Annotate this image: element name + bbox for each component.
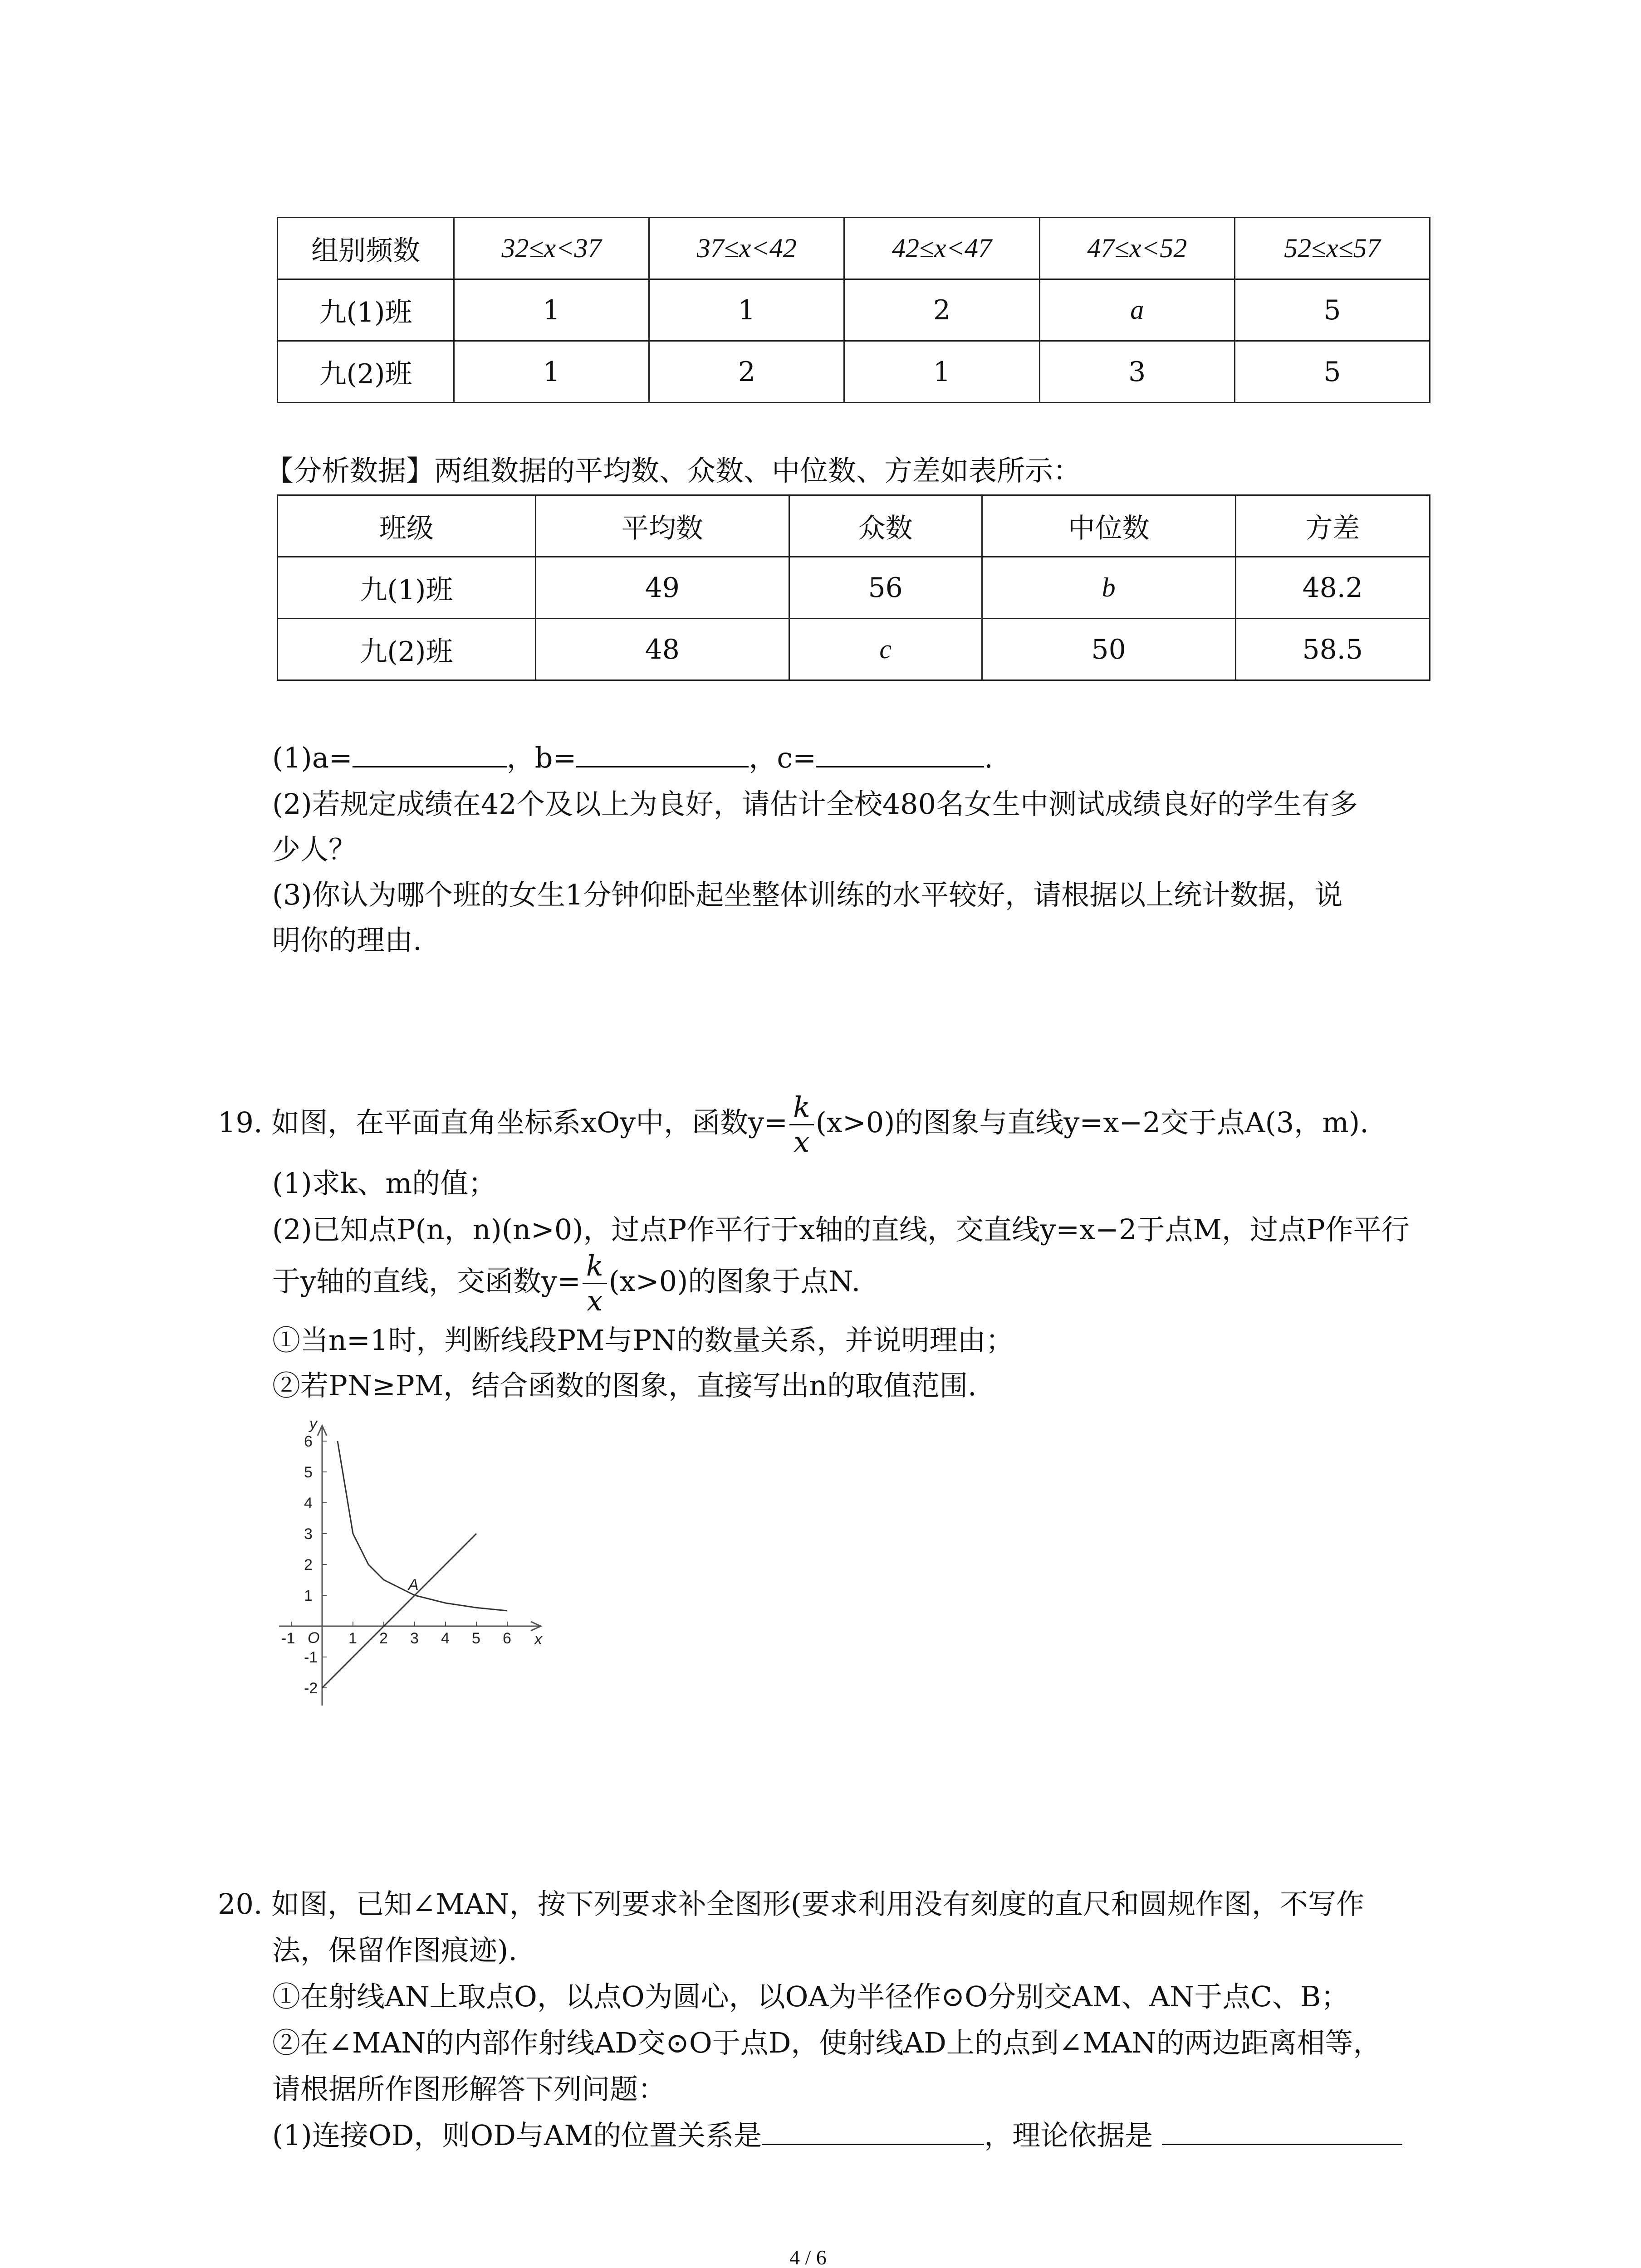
table-cell: 49 bbox=[535, 557, 789, 619]
origin-label: O bbox=[308, 1629, 320, 1647]
x-tick-label: 3 bbox=[410, 1630, 419, 1647]
q19-stem-lead: 19. 如图，在平面直角坐标系xOy中，函数y= bbox=[218, 1106, 788, 1139]
table-row bbox=[278, 279, 1430, 341]
table-header-cell: 方差 bbox=[1235, 495, 1430, 557]
table-header-row bbox=[278, 218, 1430, 279]
hyperbola-curve bbox=[338, 1441, 507, 1611]
table-cell: 2 bbox=[649, 341, 844, 403]
y-tick-label: -2 bbox=[304, 1680, 318, 1697]
table-cell: 3 bbox=[1039, 341, 1234, 403]
x-tick-label: 1 bbox=[348, 1630, 357, 1647]
q19-sub2: ②若PN≥PM，结合函数的图象，直接写出n的取值范围. bbox=[272, 1369, 977, 1402]
y-tick-label: 5 bbox=[304, 1464, 313, 1481]
table-header-cell: 众数 bbox=[789, 495, 982, 557]
fraction-denominator: x bbox=[794, 1125, 810, 1159]
table-cell: 九(2)班 bbox=[278, 619, 536, 680]
table-row bbox=[278, 557, 1430, 619]
page-number: 4 / 6 bbox=[789, 2246, 827, 2268]
q19-part1: (1)求k、m的值； bbox=[272, 1167, 497, 1200]
answer-blank-a[interactable] bbox=[353, 738, 507, 767]
q18-part3-line1: (3)你认为哪个班的女生1分钟仰卧起坐整体训练的水平较好，请根据以上统计数据，说 bbox=[272, 878, 1343, 911]
table-header-cell: 组别频数 bbox=[278, 218, 454, 279]
table-cell: 48 bbox=[535, 619, 789, 680]
y-axis-label: y bbox=[309, 1415, 317, 1432]
q20-part1-mid: ，理论依据是 bbox=[984, 2119, 1153, 2152]
table-cell: 5 bbox=[1234, 341, 1430, 403]
y-tick-label: 2 bbox=[304, 1556, 313, 1574]
y-tick-label: 4 bbox=[304, 1495, 313, 1512]
q19-part2-line2 bbox=[272, 1247, 861, 1318]
table-header-cell: 52≤x≤57 bbox=[1234, 218, 1430, 279]
y-tick-label: 1 bbox=[304, 1587, 313, 1604]
table-header-cell: 47≤x<52 bbox=[1039, 218, 1234, 279]
fraction-k-over-x bbox=[789, 1090, 814, 1159]
table-header-row bbox=[278, 495, 1430, 557]
q19-stem-tail: (x>0)的图象与直线y=x−2交于点A(3，m). bbox=[815, 1106, 1369, 1139]
answer-blank-position[interactable] bbox=[762, 2116, 984, 2145]
table-cell: 九(1)班 bbox=[278, 279, 454, 341]
q19-part2-line2-lead: 于y轴的直线，交函数y= bbox=[272, 1265, 581, 1298]
table-cell: b bbox=[982, 557, 1235, 619]
table-header-cell: 32≤x<37 bbox=[454, 218, 649, 279]
answer-blank-reason[interactable] bbox=[1162, 2116, 1402, 2145]
table-cell: 56 bbox=[789, 557, 982, 619]
table-cell: 九(2)班 bbox=[278, 341, 454, 403]
q18-part2-line2: 少人？ bbox=[272, 833, 357, 866]
table-header-cell: 平均数 bbox=[535, 495, 789, 557]
x-tick-label: 2 bbox=[379, 1630, 388, 1647]
table-header-cell: 42≤x<47 bbox=[844, 218, 1039, 279]
fraction-denominator: x bbox=[587, 1284, 603, 1318]
table-row bbox=[278, 341, 1430, 403]
x-tick-label: 4 bbox=[441, 1630, 450, 1647]
q18-part1-c-label: ，c= bbox=[749, 741, 817, 774]
table-cell: 九(1)班 bbox=[278, 557, 536, 619]
y-tick-label: 3 bbox=[304, 1525, 313, 1543]
q19-part2-line2-tail: (x>0)的图象于点N. bbox=[608, 1265, 861, 1298]
table-cell: 1 bbox=[649, 279, 844, 341]
x-tick-label: 5 bbox=[472, 1630, 480, 1647]
fraction-numerator: k bbox=[583, 1252, 607, 1284]
table-header-cell: 37≤x<42 bbox=[649, 218, 844, 279]
table-header-cell: 中位数 bbox=[982, 495, 1235, 557]
table-cell: 48.2 bbox=[1235, 557, 1430, 619]
table-row bbox=[278, 619, 1430, 680]
q18-part1-a-label: (1)a= bbox=[272, 741, 353, 774]
q19-part2-line1: (2)已知点P(n，n)(n>0)，过点P作平行于x轴的直线，交直线y=x−2于点M，过点P作平行 bbox=[272, 1213, 1410, 1246]
q19-stem bbox=[218, 1089, 1369, 1157]
q19-sub1: ①当n=1时，判断线段PM与PN的数量关系，并说明理由； bbox=[272, 1324, 1014, 1357]
fraction-numerator: k bbox=[789, 1093, 814, 1125]
table-header-cell: 班级 bbox=[278, 495, 536, 557]
answer-blank-c[interactable] bbox=[816, 738, 984, 767]
q20-step1: ①在射线AN上取点O，以点O为圆心，以OA为半径作⊙O分别交AM、AN于点C、B； bbox=[272, 1980, 1349, 2013]
table-cell: 50 bbox=[982, 619, 1235, 680]
x-axis-label: x bbox=[534, 1631, 542, 1648]
q18-part1-b-label: ，b= bbox=[506, 741, 577, 774]
q20-step2: ②在∠MAN的内部作射线AD交⊙O于点D，使射线AD上的点到∠MAN的两边距离相等， bbox=[272, 2026, 1381, 2059]
table-cell: 1 bbox=[844, 341, 1039, 403]
q20-step3: 请根据所作图形解答下列问题： bbox=[272, 2072, 666, 2106]
table-cell: c bbox=[789, 619, 982, 680]
y-tick-label: -1 bbox=[304, 1649, 318, 1666]
analysis-intro: 【分析数据】两组数据的平均数、众数、中位数、方差如表所示： bbox=[265, 454, 1082, 487]
q18-part1-end: . bbox=[984, 741, 993, 774]
statistics-table bbox=[277, 494, 1430, 681]
q18-part2-line1: (2)若规定成绩在42个及以上为良好，请估计全校480名女生中测试成绩良好的学生有多 bbox=[272, 787, 1358, 821]
table-cell: 1 bbox=[454, 341, 649, 403]
q18-part1 bbox=[272, 734, 993, 782]
x-tick-label: -1 bbox=[281, 1630, 295, 1647]
q20-part1-lead: (1)连接OD，则OD与AM的位置关系是 bbox=[272, 2119, 762, 2152]
x-tick-label: 6 bbox=[503, 1630, 511, 1647]
table-cell: 58.5 bbox=[1235, 619, 1430, 680]
point-a-label: A bbox=[408, 1576, 419, 1593]
table-cell: 1 bbox=[454, 279, 649, 341]
function-graph bbox=[272, 1411, 554, 1719]
frequency-table bbox=[277, 217, 1430, 403]
q20-part1 bbox=[272, 2112, 1402, 2160]
answer-blank-b[interactable] bbox=[576, 738, 749, 767]
table-cell: a bbox=[1039, 279, 1234, 341]
fraction-k-over-x bbox=[583, 1249, 607, 1318]
q20-line2: 法，保留作图痕迹). bbox=[272, 1934, 517, 1967]
table-cell: 2 bbox=[844, 279, 1039, 341]
q20-line1: 20. 如图，已知∠MAN，按下列要求补全图形(要求利用没有刻度的直尺和圆规作图，不写作 bbox=[218, 1887, 1364, 1921]
table-cell: 5 bbox=[1234, 279, 1430, 341]
q18-part3-line2: 明你的理由. bbox=[272, 924, 422, 957]
y-tick-label: 6 bbox=[304, 1433, 313, 1450]
line-y-equals-x-minus-2 bbox=[322, 1534, 476, 1688]
